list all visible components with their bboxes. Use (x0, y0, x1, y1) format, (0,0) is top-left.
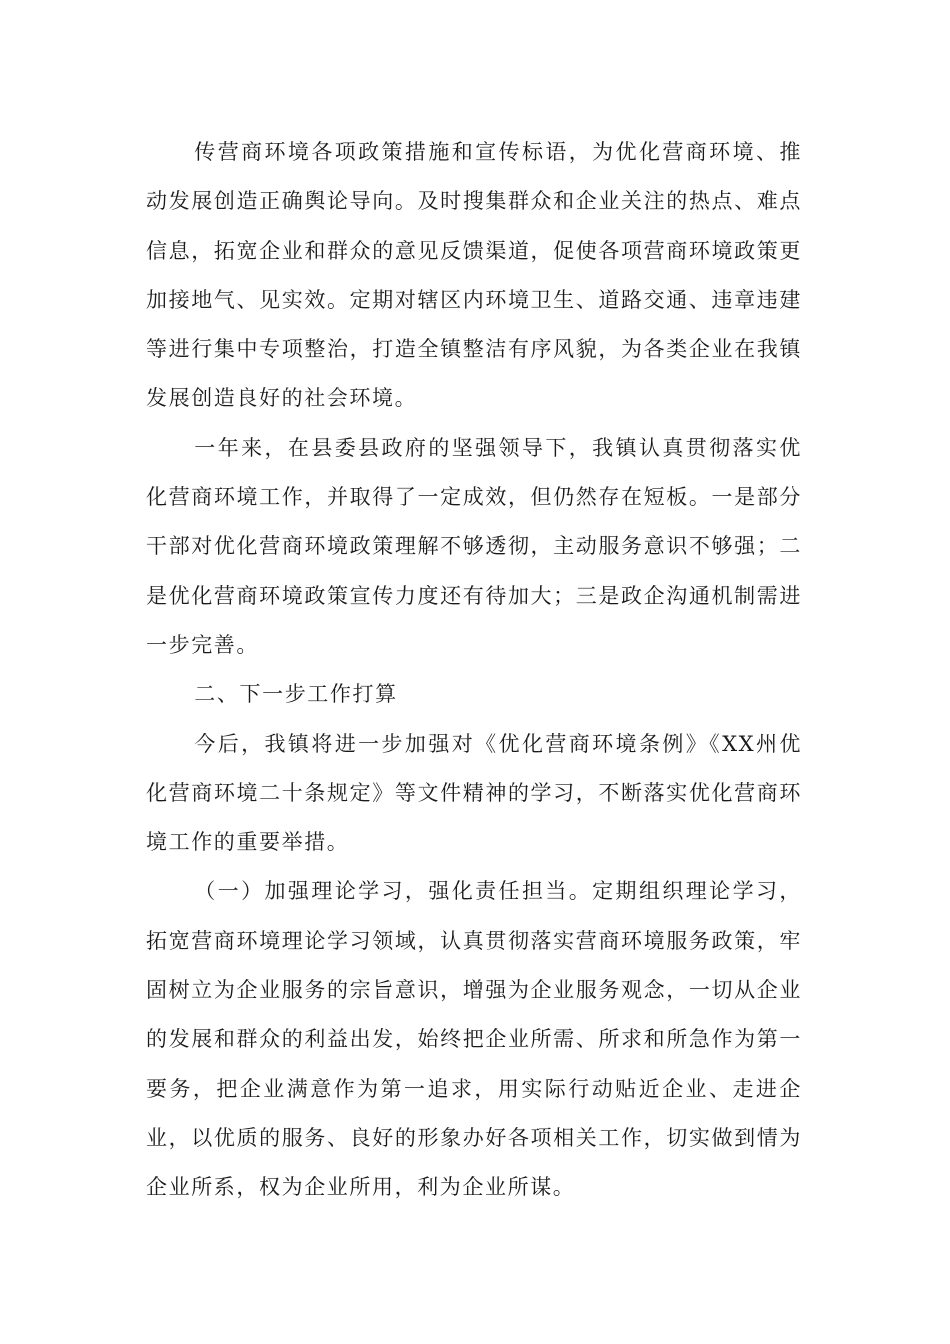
section-heading-next-steps: 二、下一步工作打算 (194, 682, 398, 707)
document-body (146, 128, 802, 1213)
paragraph-year-review: 一年来，在县委县政府的坚强领导下，我镇认真贯彻落实优化营商环境工作，并取得了一定成效，但仍然存在短板。一是部分干部对优化营商环境政策理解不够透彻，主动服务意识不够强；二是优化营商环境政策宣传力度还有待加大；三是政企沟通机制需进一步完善。 (146, 435, 802, 657)
paragraph-theory-study: （一）加强理论学习，强化责任担当。定期组织理论学习，拓宽营商环境理论学习领域，认真贯彻落实营商环境服务政策，牢固树立为企业服务的宗旨意识，增强为企业服务观念，一切从企业的发展和群众的利益出发，始终把企业所需、所求和所急作为第一要务，把企业满意作为第一追求，用实际行动贴近企业、走进企业，以优质的服务、良好的形象办好各项相关工作，切实做到情为企业所系，权为企业所用，利为企业所谋。 (146, 879, 802, 1200)
paragraph-policy-promotion: 传营商环境各项政策措施和宣传标语，为优化营商环境、推动发展创造正确舆论导向。及时搜集群众和企业关注的热点、难点信息，拓宽企业和群众的意见反馈渠道，促使各项营商环境政策更加接地气、见实效。定期对辖区内环境卫生、道路交通、违章违建等进行集中专项整治，打造全镇整洁有序风貌，为各类企业在我镇发展创造良好的社会环境。 (146, 140, 802, 411)
paragraph-future-plan: 今后，我镇将进一步加强对《优化营商环境条例》《XX州优化营商环境二十条规定》等文件精神的学习，不断落实优化营商环境工作的重要举措。 (146, 731, 802, 855)
